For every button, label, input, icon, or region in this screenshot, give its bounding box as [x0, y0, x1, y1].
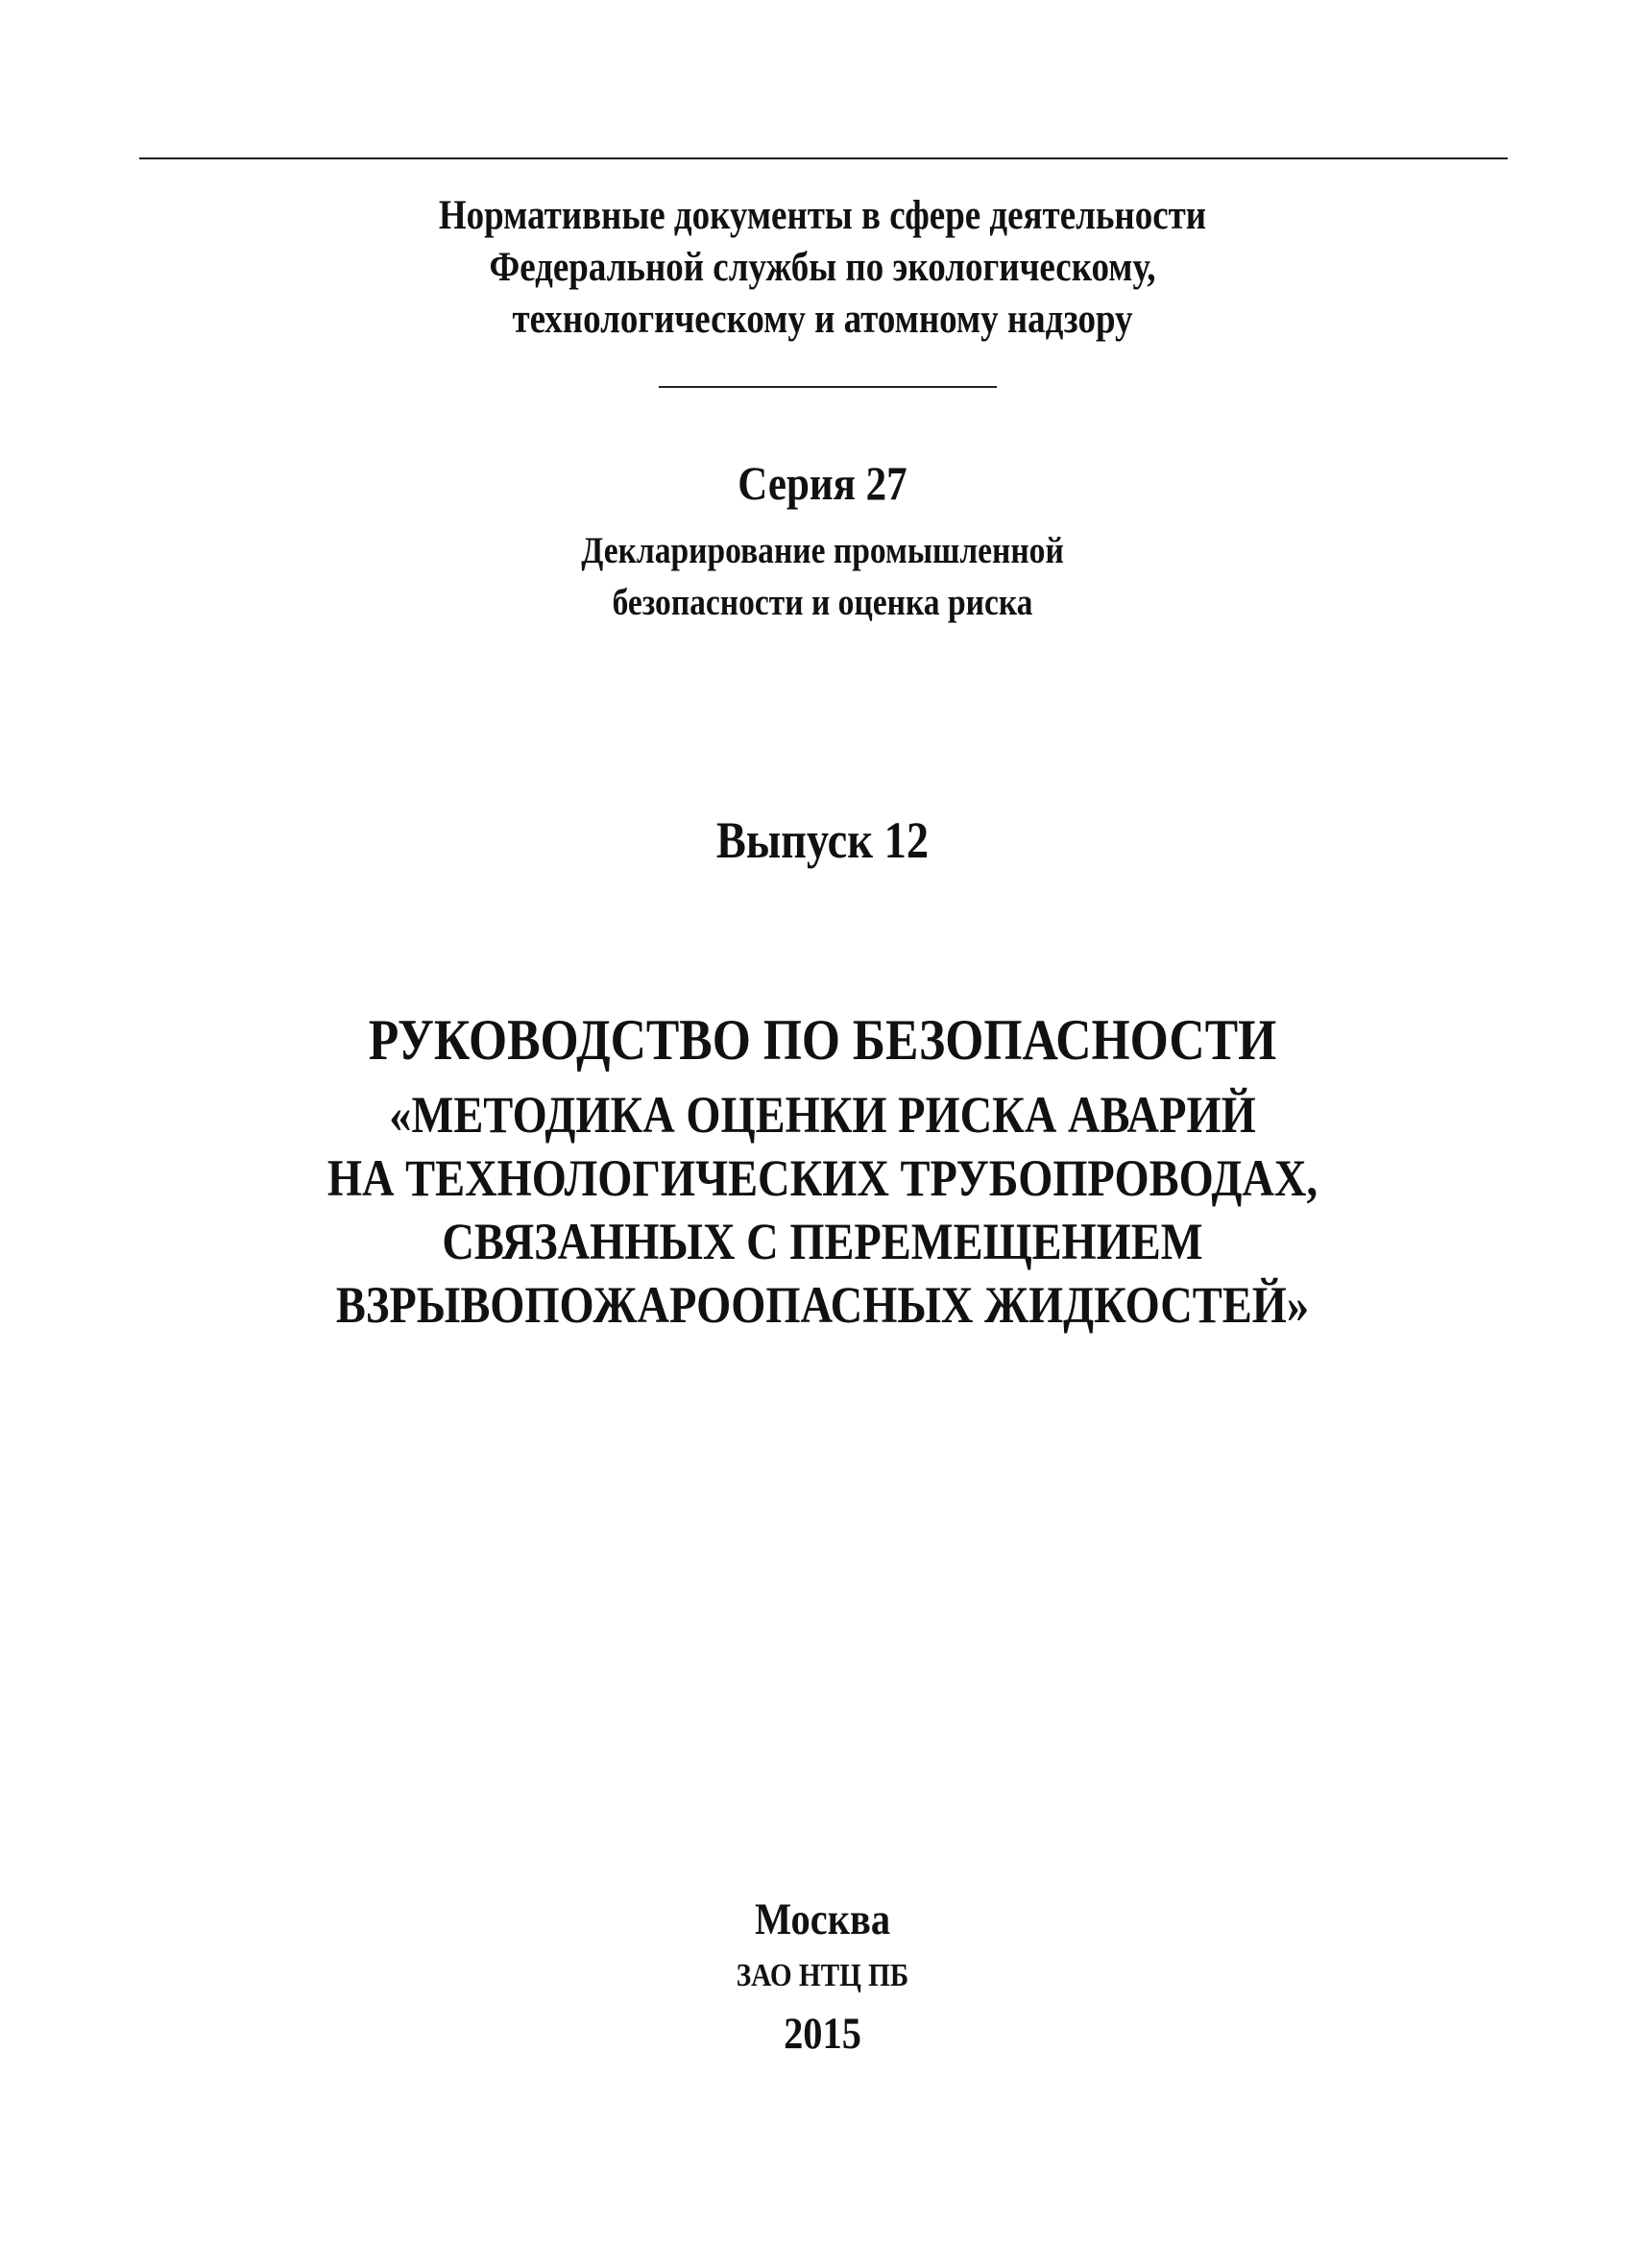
imprint-city: Москва: [754, 1894, 891, 1944]
top-divider: [139, 157, 1508, 159]
header-line-2: Федеральной службы по экологическому,: [489, 245, 1156, 290]
series-title: Серия 27: [738, 456, 907, 510]
document-subtitle-line-4: ВЗРЫВОПОЖАРООПАСНЫХ ЖИДКОСТЕЙ»: [335, 1276, 1310, 1334]
document-subtitle-line-3: СВЯЗАННЫХ С ПЕРЕМЕЩЕНИЕМ: [442, 1213, 1203, 1270]
series-subtitle: [0, 525, 1645, 629]
document-subtitle: [0, 1083, 1645, 1337]
header-line-1: Нормативные документы в сфере деятельности: [438, 193, 1207, 238]
issue-number: Выпуск 12: [715, 811, 930, 869]
document-subtitle-line-1: «МЕТОДИКА ОЦЕНКИ РИСКА АВАРИЙ: [389, 1086, 1256, 1144]
header-line-3: технологическому и атомному надзору: [512, 297, 1133, 342]
imprint: [0, 1890, 1645, 2064]
imprint-year: 2015: [784, 2009, 861, 2059]
imprint-publisher: ЗАО НТЦ ПБ: [736, 1958, 909, 1993]
header-divider: [659, 386, 997, 388]
series-subtitle-line-2: безопасности и оценка риска: [612, 582, 1033, 623]
document-series-header: [0, 190, 1645, 346]
series-subtitle-line-1: Декларирование промышленной: [581, 530, 1064, 571]
document-subtitle-line-2: НА ТЕХНОЛОГИЧЕСКИХ ТРУБОПРОВОДАХ,: [327, 1149, 1318, 1207]
document-title: РУКОВОДСТВО ПО БЕЗОПАСНОСТИ: [368, 1008, 1277, 1072]
